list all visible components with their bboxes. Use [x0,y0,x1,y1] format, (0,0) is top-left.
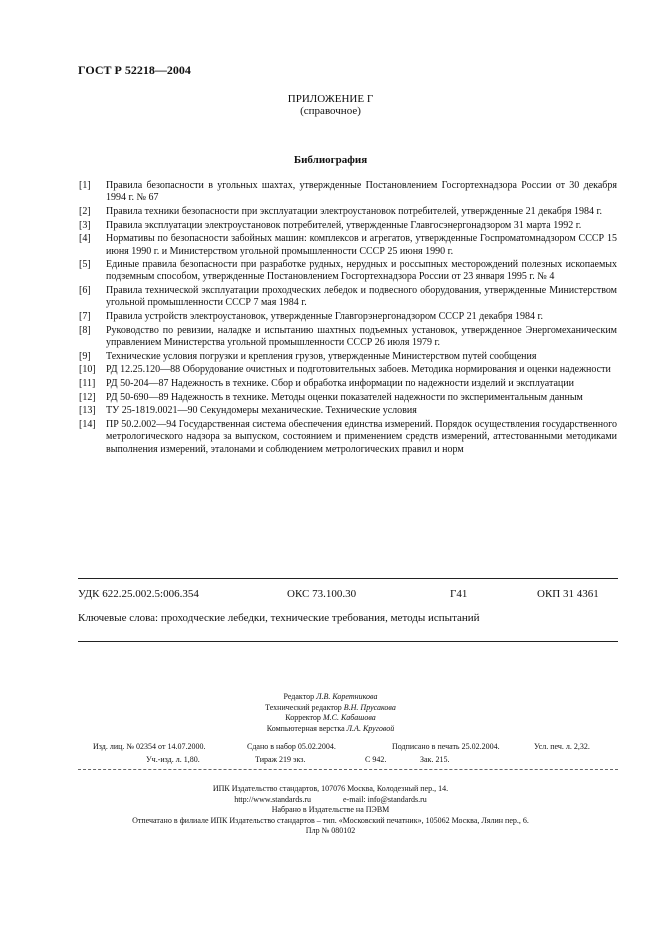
bibliography-title: Библиография [293,154,368,166]
publisher-address: ИПК Издательство стандартов, 107076 Москва, Колодезный пер., 14. [212,784,449,793]
pub-sheets: Уч.-изд. л. 1,80. [146,755,200,764]
group-code: Г41 [450,588,468,600]
bibliography-item-number: [2] [79,205,91,217]
dashed-divider [78,769,618,770]
bibliography-item-text: ТУ 25-1819.0021—90 Секундомеры механические. Технические условия [106,405,417,417]
staff-proofreader: Корректор М.С. Кабашова [285,713,376,722]
bibliography-item [79,351,617,363]
bibliography-item-number: [1] [79,180,91,191]
bibliography-item [79,180,617,204]
bibliography-item-text: Правила безопасности в угольных шахтах, утвержденные Постановлением Госгортехнадзора России от 30 декабря 1994 г. № 67 [106,180,617,204]
bibliography-item-number: [4] [79,233,91,245]
bibliography-item [79,392,617,404]
oks-code: ОКС 73.100.30 [287,588,357,600]
bibliography-item [79,233,617,257]
signed-date: Подписано в печать 25.02.2004. [392,742,500,751]
bibliography-item [79,259,617,283]
bibliography-item-number: [13] [79,405,96,417]
bibliography-item-text: РД 50-204—87 Надежность в технике. Сбор и обработка информации по надежности изделий и эксплуатации [106,378,574,390]
publisher-email[interactable]: e-mail: info@standards.ru [343,794,427,804]
bibliography-item-text: Единые правила безопасности при разработке рудных, нерудных и россыпных месторождений полезных ископаемых подземным способом, утвержденные Постановлением Госгортехнадзора России от 23 января 1995 г. № 4 [106,259,617,283]
bibliography-item-number: [8] [79,324,91,336]
bibliography-item [79,325,617,349]
plr-number: Плр № 080102 [305,826,356,835]
bibliography-item-number: [11] [79,378,96,390]
bibliography-item [79,378,617,390]
typeset-note: Набрано в Издательстве на ПЭВМ [271,805,390,814]
bibliography-item-text: РД 50-690—89 Надежность в технике. Методы оценки показателей надежности по экспериментальным данным [106,391,583,403]
bibliography-item [79,220,617,232]
bibliography-list [79,180,617,457]
bibliography-item-text: Руководство по ревизии, наладке и испытанию шахтных подъемных установок, утвержденное Энергомеханическим управлением Министерства угольной промышленности СССР 26 июля 1979 г. [106,324,617,348]
bibliography-item [79,206,617,218]
document-code: ГОСТ Р 52218—2004 [78,63,191,77]
publisher-contacts [0,795,661,806]
bibliography-item [79,311,617,323]
circulation: Тираж 219 экз. [255,755,306,764]
bibliography-item-number: [3] [79,219,91,231]
bibliography-item [79,405,617,417]
bibliography-item-number: [5] [79,259,91,271]
bibliography-item-text: Правила технической эксплуатации проходческих лебедок и подвесного оборудования, утвержденные Министерством угольной промышленности СССР 7 мая 1984 г. [106,285,617,309]
appendix-heading [0,93,661,117]
bibliography-item-number: [12] [79,391,96,403]
publisher-info [0,784,661,837]
bibliography-item-text: Правила эксплуатации электроустановок потребителей, утвержденные Главгосэнергонадзором 31 марта 1992 г. [106,219,582,231]
bibliography-item-number: [10] [79,364,96,376]
bibliography-item-text: ПР 50.2.002—94 Государственная система обеспечения единства измерений. Порядок осуществления государственного метрологического надзора за выпуском, состоянием и применением средств измерений, аттестованными методиками выполнения измерений, эталонами и соблюдением метрологических правил и норм [106,419,617,455]
order-number: Зак. 215. [420,755,450,764]
staff-tech-editor: Технический редактор В.Н. Прусакова [265,702,396,712]
license: Изд. лиц. № 02354 от 14.07.2000. [93,742,206,751]
staff-editor: Редактор Л.В. Коретникова [283,692,378,701]
staff-credits [0,692,661,734]
print-sheets: Усл. печ. л. 2,32. [534,742,590,751]
udk-code: УДК 622.25.002.5:006.354 [78,588,199,600]
top-divider [78,578,618,579]
appendix-subtitle: (справочное) [300,105,361,117]
bibliography-item-text: Технические условия погрузки и крепления грузов, утвержденные Министерством путей сообщения [106,350,537,362]
bibliography-item [79,419,617,456]
appendix-title: ПРИЛОЖЕНИЕ Г [287,93,374,105]
okp-code: ОКП 31 4361 [537,588,599,600]
publisher-url[interactable]: http://www.standards.ru [234,794,311,804]
set-date: Сдано в набор 05.02.2004. [247,742,336,751]
staff-layout: Компьютерная верстка Л.А. Круговой [266,723,395,733]
bibliography-item-number: [7] [79,311,91,323]
bibliography-item-text: РД 12.25.120—88 Оборудование очистных и подготовительных забоев. Методика нормирования и оценки надежности [106,364,611,376]
bibliography-item-text: Правила устройств электроустановок, утвержденные Главгорэнергонадзором СССР 21 декабря 1984 г. [106,311,544,323]
bibliography-item-number: [14] [79,419,96,431]
bibliography-item [79,364,617,376]
bottom-divider [78,641,618,642]
keywords: Ключевые слова: проходческие лебедки, технические требования, методы испытаний [78,612,480,624]
bibliography-item-text: Нормативы по безопасности забойных машин: комплексов и агрегатов, утвержденные Госпроматомнадзором СССР 15 июня 1990 г. и Министерством угольной промышленности СССР 25 июня 1990 г. [106,233,617,257]
bibliography-item-number: [6] [79,285,91,297]
c-number: С 942. [365,755,387,764]
bibliography-item [79,285,617,309]
bibliography-item-text: Правила техники безопасности при эксплуатации электроустановок потребителей, утвержденные 21 декабря 1984 г. [106,205,602,217]
bibliography-item-number: [9] [79,350,91,362]
printed-note: Отпечатано в филиале ИПК Издательство стандартов – тип. «Московский печатник», 105062 Москва, Лялин пер., 6. [132,815,529,825]
